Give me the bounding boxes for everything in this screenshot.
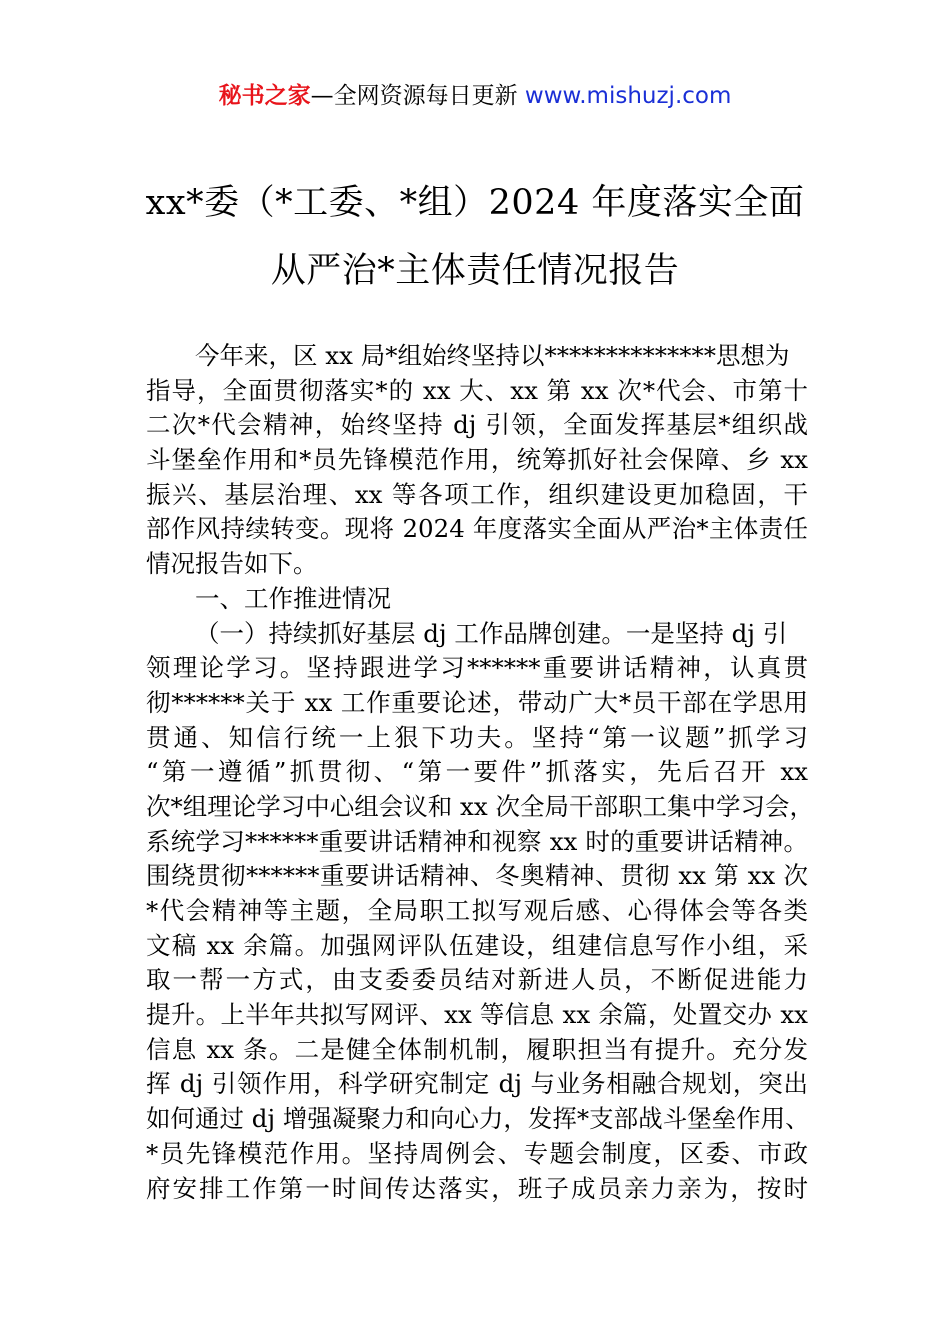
paragraph-line: *员先锋模范作用。坚持周例会、专题会制度，区委、市政 (146, 1138, 808, 1168)
paragraph-line: 贯通、知信行统一上狠下功夫。坚持“第一议题”抓学习 (146, 722, 808, 752)
paragraph-line: “第一遵循”抓贯彻、“第一要件”抓落实，先后召开 xx (146, 757, 808, 787)
document-body (146, 339, 814, 1206)
paragraph-line: 领理论学习。坚持跟进学习******重要讲话精神，认真贯 (146, 653, 808, 683)
paragraph-line: 振兴、基层治理、xx 等各项工作，组织建设更加稳固，干 (146, 479, 808, 509)
paragraph-line: 情况报告如下。 (146, 549, 318, 579)
document-title-line-1: xx*委（*工委、*组）2024 年度落实全面 (145, 183, 805, 223)
paragraph-line: 部作风持续转变。现将 2024 年度落实全面从严治*主体责任 (146, 514, 808, 544)
site-url-link[interactable]: www.mishuzj.com (524, 83, 732, 109)
paragraph-line: 彻******关于 xx 工作重要论述，带动广大*员干部在学思用 (146, 687, 808, 717)
paragraph-line: 取一帮一方式，由支委委员结对新进人员，不断促进能力 (146, 965, 808, 995)
paragraph-line: 围绕贯彻******重要讲话精神、冬奥精神、贯彻 xx 第 xx 次 (146, 861, 808, 891)
paragraph-line: *代会精神等主题，全局职工拟写观后感、心得体会等各类 (146, 896, 808, 925)
document-title-line-2: 从严治*主体责任情况报告 (270, 251, 680, 291)
paragraph-line: 系统学习******重要讲话精神和视察 xx 时的重要讲话精神。 (146, 826, 808, 856)
paragraph-line: 府安排工作第一时间传达落实，班子成员亲力亲为，按时 (146, 1173, 808, 1203)
paragraph-line: 二次*代会精神，始终坚持 dj 引领，全面发挥基层*组织战 (146, 410, 808, 440)
brand-name: 秘书之家 (218, 83, 311, 109)
paragraph-line: 今年来，区 xx 局*组始终坚持以**************思想为 (195, 341, 790, 370)
paragraph-line: 挥 dj 引领作用，科学研究制定 dj 与业务相融合规划，突出 (146, 1069, 808, 1099)
paragraph-line: 斗堡垒作用和*员先锋模范作用，统筹抓好社会保障、乡 xx (146, 445, 808, 475)
site-header (0, 80, 950, 112)
paragraph-line: 文稿 xx 余篇。加强网评队伍建设，组建信息写作小组，采 (146, 930, 808, 960)
paragraph-line: 指导，全面贯彻落实*的 xx 大、xx 第 xx 次*代会、市第十 (146, 375, 808, 405)
paragraph-line: （一）持续抓好基层 dj 工作品牌创建。一是坚持 dj 引 (195, 618, 788, 648)
paragraph-line: 次*组理论学习中心组会议和 xx 次全局干部职工集中学习会， (146, 791, 814, 821)
paragraph-line: 信息 xx 条。二是健全体制机制，履职担当有提升。充分发 (146, 1034, 808, 1064)
paragraph-line: 提升。上半年共拟写网评、xx 等信息 xx 余篇，处置交办 xx (146, 1000, 808, 1030)
section-heading: 一、工作推进情况 (195, 583, 391, 613)
paragraph-line: 如何通过 dj 增强凝聚力和向心力，发挥*支部战斗堡垒作用、 (146, 1104, 810, 1134)
header-tagline: —全网资源每日更新 (310, 83, 525, 109)
